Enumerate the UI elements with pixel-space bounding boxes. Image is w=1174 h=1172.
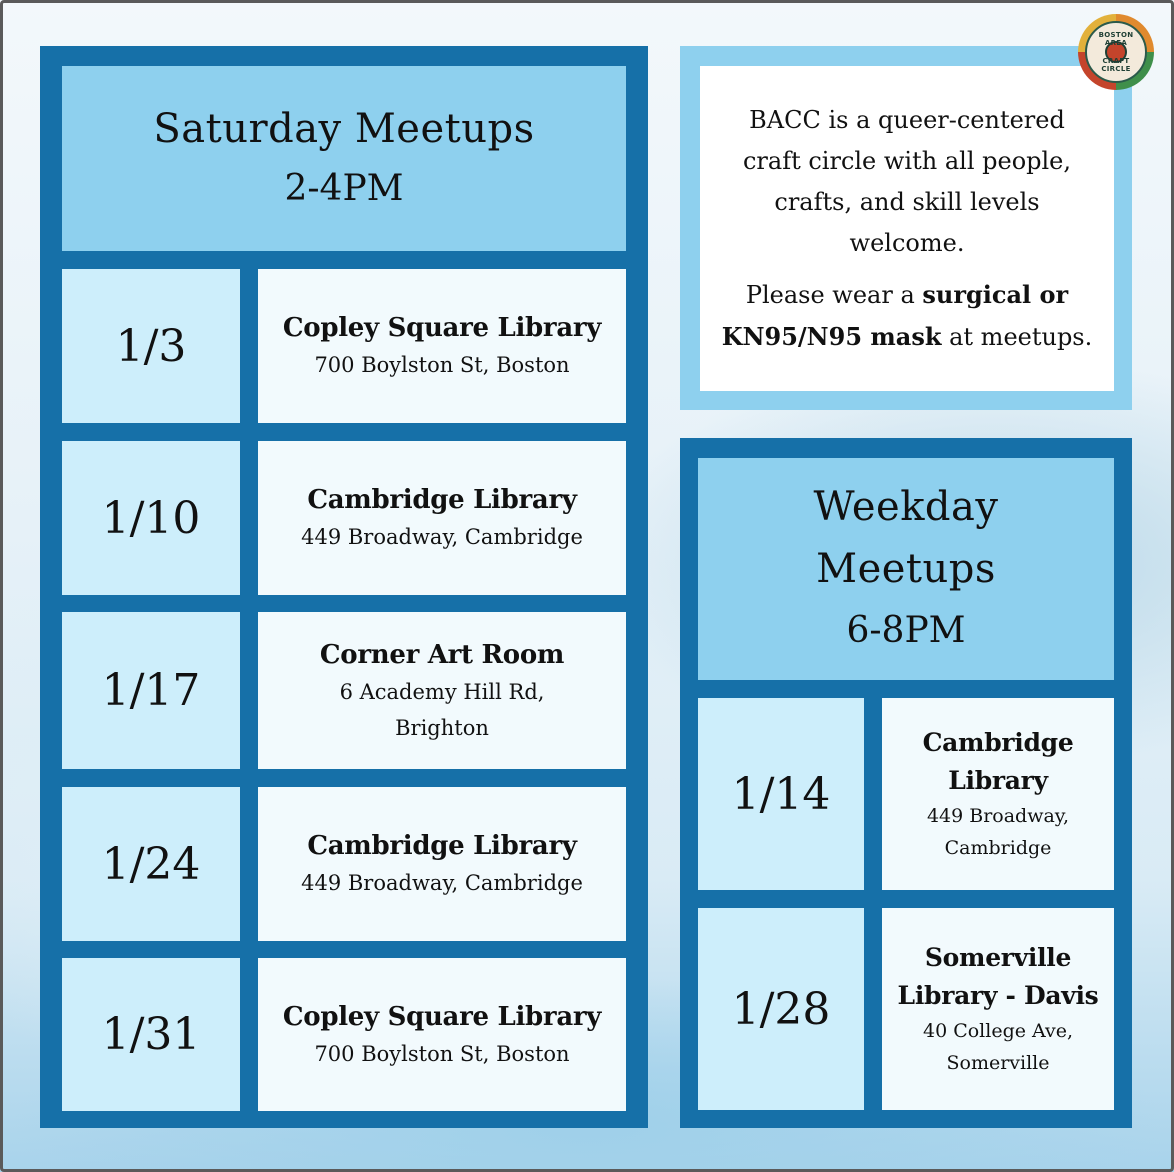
venue-name-line1: Somerville: [924, 943, 1072, 972]
event-row: [62, 269, 626, 423]
info-panel: [680, 46, 1132, 410]
venue-address-line2: Somerville: [946, 1052, 1050, 1074]
event-date: 1/24: [62, 787, 240, 941]
event-date: 1/31: [62, 958, 240, 1111]
weekday-title-line2: Meetups: [816, 546, 996, 592]
event-row: [698, 698, 1114, 890]
venue-name: Copley Square Library: [282, 313, 602, 343]
weekday-title-line1: Weekday: [813, 484, 999, 530]
venue-name-line2: Library - Davis: [897, 981, 1099, 1010]
venue-address: 700 Boylston St, Boston: [314, 1041, 570, 1066]
venue-address: 449 Broadway, Cambridge: [301, 525, 583, 549]
weekday-meetups-panel: [680, 438, 1132, 1128]
event-venue-cell: [258, 612, 626, 769]
event-venue-cell: [258, 958, 626, 1111]
saturday-title: Saturday Meetups: [153, 105, 535, 152]
saturday-meetups-panel: [40, 46, 648, 1128]
event-date: 1/10: [62, 441, 240, 595]
weekday-header: [698, 458, 1114, 680]
mask-prefix: Please wear a: [745, 280, 923, 309]
event-date: 1/17: [62, 612, 240, 769]
weekday-time: 6-8PM: [846, 610, 966, 651]
venue-address-line1: 40 College Ave,: [922, 1020, 1073, 1042]
logo-text-top: BOSTON AREA: [1098, 31, 1134, 47]
venue-name: Cambridge Library: [307, 485, 577, 515]
mask-requirement: surgical or KN95/N95 mask: [721, 279, 1069, 351]
venue-name-line2: Library: [948, 766, 1048, 795]
venue-name: Corner Art Room: [319, 639, 565, 670]
event-venue-cell: [882, 698, 1114, 890]
event-date: 1/14: [698, 698, 864, 890]
mask-notice: [718, 274, 1096, 358]
venue-address-line2: Cambridge: [944, 837, 1052, 859]
event-row: [698, 908, 1114, 1110]
venue-name: Copley Square Library: [282, 1001, 602, 1032]
bacc-logo: [1078, 14, 1154, 90]
logo-ring: [1085, 21, 1147, 83]
venue-address-line2: Brighton: [395, 715, 489, 740]
venue-name-line1: Cambridge: [922, 728, 1074, 757]
mask-suffix: at meetups.: [941, 322, 1093, 351]
venue-address: 449 Broadway, Cambridge: [301, 871, 583, 895]
event-row: [62, 958, 626, 1111]
event-row: [62, 441, 626, 595]
event-venue-cell: [882, 908, 1114, 1110]
event-venue-cell: [258, 269, 626, 423]
event-row: [62, 612, 626, 769]
venue-name: Cambridge Library: [307, 831, 577, 861]
info-box: [700, 66, 1114, 391]
logo-text-bottom: CRAFT CIRCLE: [1101, 57, 1131, 73]
event-date: 1/28: [698, 908, 864, 1110]
event-row: [62, 787, 626, 941]
info-intro: BACC is a queer-centered craft circle with all people, crafts, and skill levels welcome.: [742, 105, 1072, 257]
venue-address-line1: 449 Broadway,: [926, 805, 1070, 827]
event-venue-cell: [258, 441, 626, 595]
event-date: 1/3: [62, 269, 240, 423]
venue-address-line1: 6 Academy Hill Rd,: [339, 679, 545, 704]
saturday-header: [62, 66, 626, 251]
event-venue-cell: [258, 787, 626, 941]
saturday-time: 2-4PM: [284, 167, 404, 209]
venue-address: 700 Boylston St, Boston: [314, 353, 570, 377]
